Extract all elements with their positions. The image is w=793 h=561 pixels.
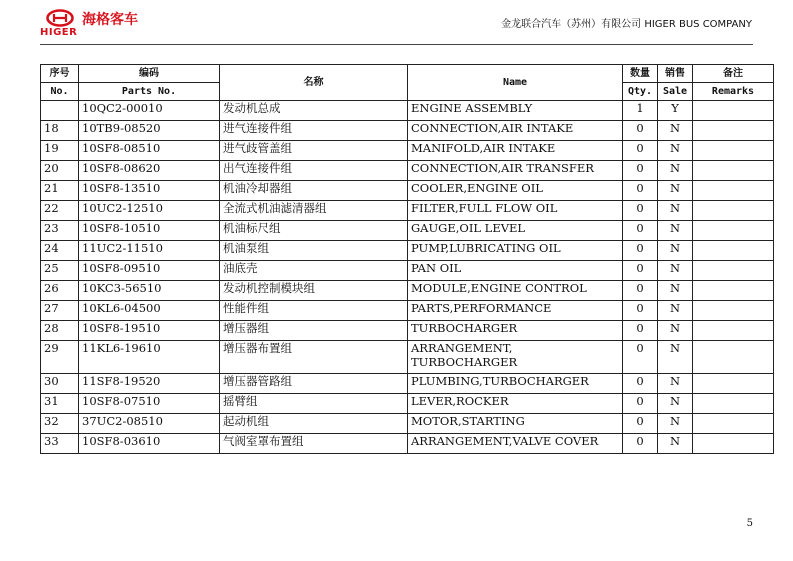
quantity: 0	[623, 121, 658, 141]
part-name-cn: 增压器管路组	[220, 374, 408, 394]
row-number: 25	[41, 261, 79, 281]
row-number: 24	[41, 241, 79, 261]
remarks	[693, 434, 774, 454]
part-name-en: MODULE,ENGINE CONTROL	[408, 281, 623, 301]
sale-flag: N	[658, 181, 693, 201]
part-name-en: CONNECTION,AIR INTAKE	[408, 121, 623, 141]
part-name-en: PUMP,LUBRICATING OIL	[408, 241, 623, 261]
quantity: 0	[623, 161, 658, 181]
higer-emblem-icon	[46, 9, 74, 27]
part-name-cn: 增压器布置组	[220, 341, 408, 374]
table-row	[41, 181, 774, 201]
remarks	[693, 181, 774, 201]
quantity: 0	[623, 201, 658, 221]
part-name-en: MOTOR,STARTING	[408, 414, 623, 434]
part-name-cn: 性能件组	[220, 301, 408, 321]
remarks	[693, 161, 774, 181]
part-name-en: CONNECTION,AIR TRANSFER	[408, 161, 623, 181]
row-number: 23	[41, 221, 79, 241]
part-name-cn: 发动机总成	[220, 101, 408, 121]
quantity: 0	[623, 321, 658, 341]
sale-flag: Y	[658, 101, 693, 121]
higer-logo	[40, 8, 152, 40]
table-row	[41, 321, 774, 341]
table-row	[41, 241, 774, 261]
part-name-cn: 油底壳	[220, 261, 408, 281]
part-name-cn: 机油标尺组	[220, 221, 408, 241]
remarks	[693, 341, 774, 374]
remarks	[693, 241, 774, 261]
table-row	[41, 394, 774, 414]
quantity: 1	[623, 101, 658, 121]
part-name-cn: 发动机控制模块组	[220, 281, 408, 301]
part-name-cn: 增压器组	[220, 321, 408, 341]
table-row	[41, 101, 774, 121]
header-name-en: Name	[408, 65, 623, 101]
quantity: 0	[623, 434, 658, 454]
remarks	[693, 261, 774, 281]
part-name-en: ARRANGEMENT, TURBOCHARGER	[408, 341, 623, 374]
part-name-en: ENGINE ASSEMBLY	[408, 101, 623, 121]
table-row	[41, 374, 774, 394]
part-name-cn: 气阀室罩布置组	[220, 434, 408, 454]
row-number: 18	[41, 121, 79, 141]
table-row	[41, 281, 774, 301]
part-name-en: ARRANGEMENT,VALVE COVER	[408, 434, 623, 454]
quantity: 0	[623, 374, 658, 394]
part-code: 10SF8-08510	[79, 141, 220, 161]
table-row	[41, 221, 774, 241]
table-row	[41, 141, 774, 161]
part-name-en: PARTS,PERFORMANCE	[408, 301, 623, 321]
row-number: 21	[41, 181, 79, 201]
logo-english-text: HIGER	[40, 27, 78, 38]
quantity: 0	[623, 394, 658, 414]
remarks	[693, 394, 774, 414]
sale-flag: N	[658, 301, 693, 321]
table-row	[41, 161, 774, 181]
header-name-cn: 名称	[220, 65, 408, 101]
sale-flag: N	[658, 321, 693, 341]
remarks	[693, 101, 774, 121]
company-name: 金龙联合汽车（苏州）有限公司 HIGER BUS COMPANY	[501, 19, 752, 30]
logo-chinese-text: 海格客车	[82, 12, 138, 28]
parts-table	[40, 64, 774, 454]
header-code-en: Parts No.	[79, 83, 220, 101]
quantity: 0	[623, 261, 658, 281]
table-row	[41, 341, 774, 374]
part-code: 10SF8-09510	[79, 261, 220, 281]
quantity: 0	[623, 414, 658, 434]
part-name-en: GAUGE,OIL LEVEL	[408, 221, 623, 241]
table-row	[41, 261, 774, 281]
remarks	[693, 281, 774, 301]
part-code: 10UC2-12510	[79, 201, 220, 221]
remarks	[693, 301, 774, 321]
part-code: 10QC2-00010	[79, 101, 220, 121]
part-code: 37UC2-08510	[79, 414, 220, 434]
header-seq-en: No.	[41, 83, 79, 101]
part-code: 10SF8-13510	[79, 181, 220, 201]
part-code: 10SF8-07510	[79, 394, 220, 414]
header-sale-en: Sale	[658, 83, 693, 101]
header-code-cn: 编码	[79, 65, 220, 83]
remarks	[693, 201, 774, 221]
part-name-en: PAN OIL	[408, 261, 623, 281]
row-number: 22	[41, 201, 79, 221]
part-name-cn: 出气连接件组	[220, 161, 408, 181]
table-row	[41, 414, 774, 434]
row-number: 32	[41, 414, 79, 434]
part-code: 10SF8-08620	[79, 161, 220, 181]
part-code: 11KL6-19610	[79, 341, 220, 374]
row-number: 31	[41, 394, 79, 414]
remarks	[693, 221, 774, 241]
sale-flag: N	[658, 201, 693, 221]
part-name-en: FILTER,FULL FLOW OIL	[408, 201, 623, 221]
row-number: 29	[41, 341, 79, 374]
quantity: 0	[623, 301, 658, 321]
part-code: 10SF8-19510	[79, 321, 220, 341]
part-name-cn: 摇臂组	[220, 394, 408, 414]
sale-flag: N	[658, 141, 693, 161]
header-divider	[40, 44, 753, 45]
table-row	[41, 201, 774, 221]
sale-flag: N	[658, 394, 693, 414]
row-number	[41, 101, 79, 121]
part-name-en: MANIFOLD,AIR INTAKE	[408, 141, 623, 161]
sale-flag: N	[658, 261, 693, 281]
part-name-en: PLUMBING,TURBOCHARGER	[408, 374, 623, 394]
row-number: 20	[41, 161, 79, 181]
header-remarks-en: Remarks	[693, 83, 774, 101]
remarks	[693, 321, 774, 341]
row-number: 27	[41, 301, 79, 321]
table-row	[41, 301, 774, 321]
quantity: 0	[623, 281, 658, 301]
header-sale-cn: 销售	[658, 65, 693, 83]
sale-flag: N	[658, 374, 693, 394]
remarks	[693, 121, 774, 141]
quantity: 0	[623, 181, 658, 201]
sale-flag: N	[658, 281, 693, 301]
quantity: 0	[623, 241, 658, 261]
quantity: 0	[623, 221, 658, 241]
part-name-cn: 机油冷却器组	[220, 181, 408, 201]
row-number: 30	[41, 374, 79, 394]
header-remarks-cn: 备注	[693, 65, 774, 83]
table-row	[41, 121, 774, 141]
sale-flag: N	[658, 221, 693, 241]
sale-flag: N	[658, 161, 693, 181]
sale-flag: N	[658, 414, 693, 434]
page-number: 5	[746, 518, 753, 529]
header-seq-cn: 序号	[41, 65, 79, 83]
quantity: 0	[623, 141, 658, 161]
part-code: 11UC2-11510	[79, 241, 220, 261]
remarks	[693, 141, 774, 161]
row-number: 28	[41, 321, 79, 341]
part-name-cn: 机油泵组	[220, 241, 408, 261]
part-name-cn: 全流式机油滤清器组	[220, 201, 408, 221]
remarks	[693, 374, 774, 394]
sale-flag: N	[658, 434, 693, 454]
part-name-en: COOLER,ENGINE OIL	[408, 181, 623, 201]
header-qty-en: Qty.	[623, 83, 658, 101]
remarks	[693, 414, 774, 434]
part-code: 10SF8-10510	[79, 221, 220, 241]
table-row	[41, 434, 774, 454]
row-number: 19	[41, 141, 79, 161]
part-code: 10SF8-03610	[79, 434, 220, 454]
part-code: 10TB9-08520	[79, 121, 220, 141]
part-name-cn: 进气连接件组	[220, 121, 408, 141]
part-code: 11SF8-19520	[79, 374, 220, 394]
part-code: 10KC3-56510	[79, 281, 220, 301]
part-name-en: TURBOCHARGER	[408, 321, 623, 341]
part-name-en: LEVER,ROCKER	[408, 394, 623, 414]
row-number: 33	[41, 434, 79, 454]
sale-flag: N	[658, 341, 693, 374]
header-row-cn	[41, 65, 774, 83]
quantity: 0	[623, 341, 658, 374]
row-number: 26	[41, 281, 79, 301]
part-name-cn: 起动机组	[220, 414, 408, 434]
part-code: 10KL6-04500	[79, 301, 220, 321]
sale-flag: N	[658, 121, 693, 141]
sale-flag: N	[658, 241, 693, 261]
part-name-cn: 进气歧管盖组	[220, 141, 408, 161]
header-qty-cn: 数量	[623, 65, 658, 83]
